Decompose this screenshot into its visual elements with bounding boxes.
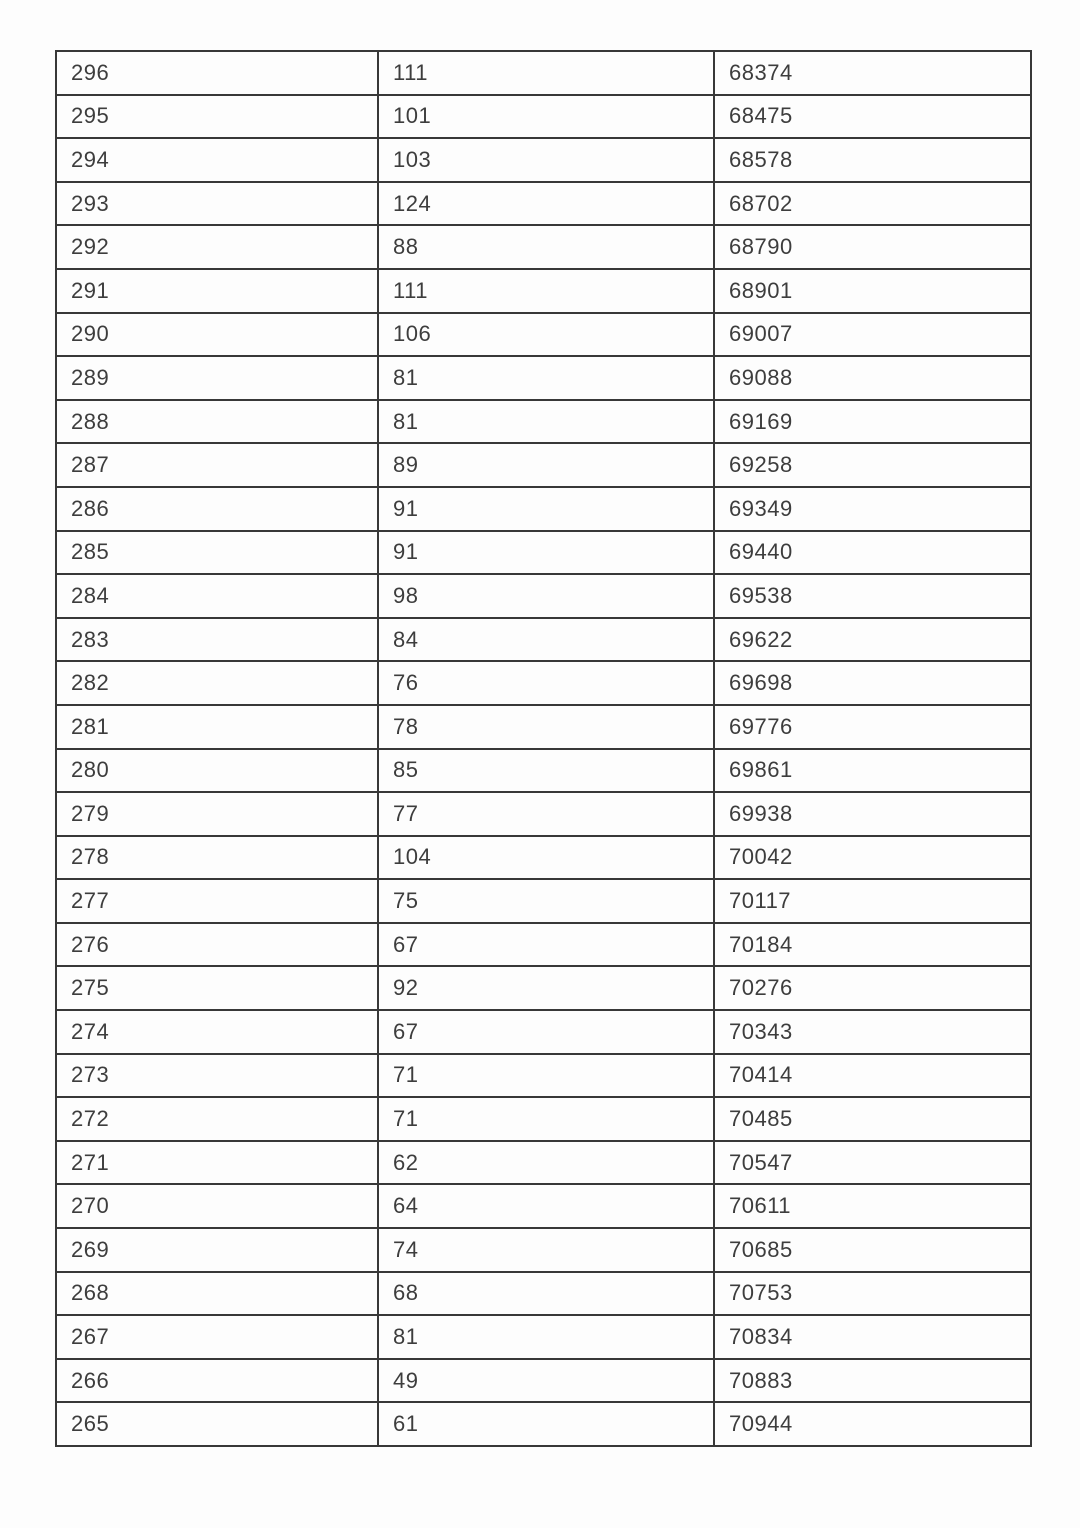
table-cell-score: 284 [56, 574, 378, 618]
table-cell-cumulative_total: 69440 [714, 531, 1031, 575]
table-row [56, 1272, 1031, 1316]
table-cell-count: 84 [378, 618, 714, 662]
table-cell-score: 286 [56, 487, 378, 531]
table-row [56, 1141, 1031, 1185]
table-row [56, 1010, 1031, 1054]
table-cell-cumulative_total: 68901 [714, 269, 1031, 313]
table-row [56, 95, 1031, 139]
table-cell-score: 266 [56, 1359, 378, 1403]
table-cell-count: 67 [378, 1010, 714, 1054]
table-cell-cumulative_total: 69698 [714, 661, 1031, 705]
table-cell-count: 81 [378, 356, 714, 400]
table-cell-count: 98 [378, 574, 714, 618]
table-cell-score: 279 [56, 792, 378, 836]
table-cell-count: 111 [378, 269, 714, 313]
table-cell-count: 111 [378, 51, 714, 95]
table-cell-score: 271 [56, 1141, 378, 1185]
table-cell-count: 75 [378, 879, 714, 923]
table-row [56, 182, 1031, 226]
table-cell-cumulative_total: 68374 [714, 51, 1031, 95]
table-cell-score: 270 [56, 1184, 378, 1228]
table-cell-count: 81 [378, 1315, 714, 1359]
table-cell-score: 280 [56, 749, 378, 793]
table-cell-score: 277 [56, 879, 378, 923]
table-cell-cumulative_total: 70685 [714, 1228, 1031, 1272]
table-cell-cumulative_total: 69258 [714, 443, 1031, 487]
table-cell-count: 85 [378, 749, 714, 793]
table-cell-cumulative_total: 69007 [714, 313, 1031, 357]
table-cell-score: 269 [56, 1228, 378, 1272]
table-cell-score: 267 [56, 1315, 378, 1359]
table-cell-cumulative_total: 69776 [714, 705, 1031, 749]
table-cell-cumulative_total: 70547 [714, 1141, 1031, 1185]
table-cell-score: 293 [56, 182, 378, 226]
score-distribution-table [55, 50, 1032, 1447]
table-cell-cumulative_total: 70883 [714, 1359, 1031, 1403]
table-row [56, 618, 1031, 662]
table-cell-cumulative_total: 70414 [714, 1054, 1031, 1098]
table-row [56, 879, 1031, 923]
table-cell-score: 294 [56, 138, 378, 182]
table-cell-score: 268 [56, 1272, 378, 1316]
table-row [56, 1097, 1031, 1141]
table-row [56, 400, 1031, 444]
table-cell-count: 77 [378, 792, 714, 836]
table-cell-cumulative_total: 70485 [714, 1097, 1031, 1141]
table-row [56, 269, 1031, 313]
table-cell-cumulative_total: 68578 [714, 138, 1031, 182]
table-row [56, 966, 1031, 1010]
table-row [56, 574, 1031, 618]
table-row [56, 356, 1031, 400]
table-cell-cumulative_total: 68702 [714, 182, 1031, 226]
table-cell-cumulative_total: 70276 [714, 966, 1031, 1010]
table-cell-count: 76 [378, 661, 714, 705]
table-cell-score: 291 [56, 269, 378, 313]
table-cell-count: 67 [378, 923, 714, 967]
table-row [56, 705, 1031, 749]
table-cell-cumulative_total: 70117 [714, 879, 1031, 923]
table-cell-count: 68 [378, 1272, 714, 1316]
table-cell-count: 92 [378, 966, 714, 1010]
table-cell-cumulative_total: 70042 [714, 836, 1031, 880]
table-cell-count: 88 [378, 225, 714, 269]
table-row [56, 51, 1031, 95]
table-cell-cumulative_total: 70184 [714, 923, 1031, 967]
table-cell-cumulative_total: 70834 [714, 1315, 1031, 1359]
table-cell-cumulative_total: 70343 [714, 1010, 1031, 1054]
table-row [56, 661, 1031, 705]
table-cell-score: 281 [56, 705, 378, 749]
table-cell-score: 283 [56, 618, 378, 662]
table-cell-cumulative_total: 68475 [714, 95, 1031, 139]
table-row [56, 1228, 1031, 1272]
table-cell-score: 295 [56, 95, 378, 139]
table-cell-cumulative_total: 69088 [714, 356, 1031, 400]
table-cell-score: 282 [56, 661, 378, 705]
table-cell-score: 275 [56, 966, 378, 1010]
table-cell-score: 272 [56, 1097, 378, 1141]
table-cell-count: 64 [378, 1184, 714, 1228]
table-row [56, 1315, 1031, 1359]
table-cell-cumulative_total: 69349 [714, 487, 1031, 531]
table-cell-count: 101 [378, 95, 714, 139]
table-cell-count: 124 [378, 182, 714, 226]
table-row [56, 923, 1031, 967]
table-cell-count: 106 [378, 313, 714, 357]
table-row [56, 138, 1031, 182]
table-cell-score: 290 [56, 313, 378, 357]
table-cell-score: 278 [56, 836, 378, 880]
table-cell-count: 81 [378, 400, 714, 444]
table-cell-count: 71 [378, 1054, 714, 1098]
table-cell-count: 103 [378, 138, 714, 182]
table-cell-cumulative_total: 70753 [714, 1272, 1031, 1316]
table-cell-count: 91 [378, 487, 714, 531]
table-row [56, 792, 1031, 836]
table-cell-count: 104 [378, 836, 714, 880]
table-row [56, 836, 1031, 880]
table-cell-cumulative_total: 68790 [714, 225, 1031, 269]
table-cell-cumulative_total: 69538 [714, 574, 1031, 618]
table-cell-count: 71 [378, 1097, 714, 1141]
table-cell-score: 288 [56, 400, 378, 444]
table-cell-count: 62 [378, 1141, 714, 1185]
table-cell-cumulative_total: 69169 [714, 400, 1031, 444]
table-cell-count: 89 [378, 443, 714, 487]
table-cell-count: 91 [378, 531, 714, 575]
table-cell-score: 274 [56, 1010, 378, 1054]
table-cell-cumulative_total: 70944 [714, 1402, 1031, 1446]
table-cell-cumulative_total: 69938 [714, 792, 1031, 836]
table-cell-score: 265 [56, 1402, 378, 1446]
table-row [56, 443, 1031, 487]
table-row [56, 749, 1031, 793]
table-row [56, 225, 1031, 269]
score-table-body [56, 51, 1031, 1446]
table-cell-cumulative_total: 69861 [714, 749, 1031, 793]
table-cell-score: 276 [56, 923, 378, 967]
table-cell-count: 49 [378, 1359, 714, 1403]
table-cell-cumulative_total: 69622 [714, 618, 1031, 662]
table-cell-count: 74 [378, 1228, 714, 1272]
table-cell-score: 292 [56, 225, 378, 269]
table-row [56, 1402, 1031, 1446]
table-row [56, 487, 1031, 531]
table-cell-score: 285 [56, 531, 378, 575]
table-cell-count: 61 [378, 1402, 714, 1446]
table-cell-score: 287 [56, 443, 378, 487]
table-cell-score: 289 [56, 356, 378, 400]
table-row [56, 313, 1031, 357]
table-row [56, 1054, 1031, 1098]
table-cell-score: 296 [56, 51, 378, 95]
table-row [56, 1359, 1031, 1403]
table-cell-count: 78 [378, 705, 714, 749]
table-cell-score: 273 [56, 1054, 378, 1098]
table-cell-cumulative_total: 70611 [714, 1184, 1031, 1228]
table-row [56, 1184, 1031, 1228]
table-row [56, 531, 1031, 575]
